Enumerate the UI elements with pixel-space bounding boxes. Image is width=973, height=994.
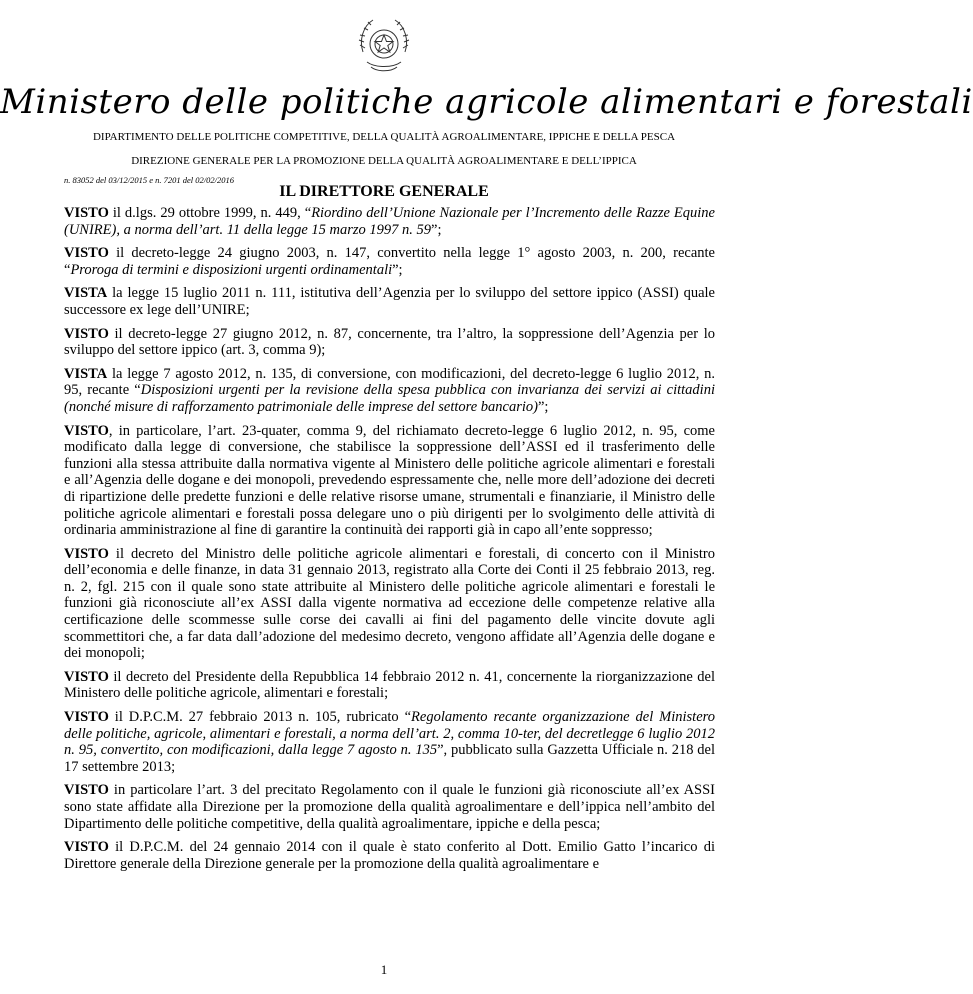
- document-title: IL DIRETTORE GENERALE: [279, 183, 489, 200]
- recital-paragraph: [64, 546, 715, 662]
- directorate-name: DIREZIONE GENERALE PER LA PROMOZIONE DELLA QUALITÀ AGROALIMENTARE E DELL’IPPICA: [131, 155, 637, 167]
- recital-text: la legge 15 luglio 2011 n. 111, istitutiva dell’Agenzia per lo sviluppo del settore ippico (ASSI) quale successore ex lege dell’UNIRE;: [64, 285, 715, 318]
- recital-paragraph: [64, 782, 715, 832]
- recital-paragraph: [64, 366, 715, 416]
- recital-lead: VISTO: [64, 668, 109, 685]
- recital-lead: VISTO: [64, 782, 109, 799]
- recital-quoted-title: Disposizioni urgenti per la revisione della spesa pubblica con invarianza dei servizi ai cittadini (nonché misure di rafforzamento patrimoniale delle imprese del settore bancario): [64, 382, 715, 415]
- recital-lead: VISTO: [64, 245, 109, 262]
- recital-paragraph: [64, 326, 715, 359]
- recital-lead: VISTO: [64, 839, 109, 856]
- recital-text: il D.P.C.M. del 24 gennaio 2014 con il quale è stato conferito al Dott. Emilio Gatto l’incarico di Direttore generale della Direzione generale per la promozione della qualità agroalimentare e: [64, 839, 715, 872]
- recital-lead: VISTO: [64, 422, 109, 439]
- recital-lead: VISTO: [64, 325, 109, 342]
- recital-quoted-title: Proroga di termini e disposizioni urgenti ordinamentali: [70, 261, 393, 278]
- recital-lead: VISTA: [64, 365, 108, 382]
- recital-lead: VISTA: [64, 285, 108, 302]
- recital-text: il decreto del Ministro delle politiche agricole alimentari e forestali, di concerto con il Ministro dell’economia e delle finanze, in data 31 gennaio 2013, registrato alla Corte dei Conti il 25 febbraio 2013, reg. n. 2, fgl. 215 con il quale sono state attribuite al Ministero delle politiche agricole alimentari e forestali le funzioni già riconosciute all’ex ASSI dalla vigente normativa ad eccezione delle competenze relative alla certificazione delle scommesse sulle corse dei cavalli ai fini del pagamento delle vincite dovute agli scommettitori che, a far data dall’adozione del medesimo decreto, vengono affidate all’Agenzia delle dogane e dei monopoli;: [64, 545, 715, 662]
- recital-paragraph: [64, 205, 715, 238]
- recital-text: il d.lgs. 29 ottobre 1999, n. 449, “: [108, 205, 312, 221]
- recital-quoted-title: Regolamento recante organizzazione del Ministero delle politiche, agricole, alimentari e forestali, a norma dell’art. 2, comma 10-ter, del decretlegge 6 luglio 2012 n. 95, convertito, con modificazioni, dalla legge 7 agosto n. 135: [64, 709, 715, 759]
- recital-text: ”;: [392, 261, 403, 278]
- recital-text: ”;: [538, 398, 549, 415]
- recital-text: la legge 7 agosto 2012, n. 135, di conversione, con modificazioni, del decreto-legge 6 luglio 2012, n. 95, recante “: [64, 365, 715, 399]
- recital-lead: VISTO: [64, 545, 109, 562]
- recital-text: il decreto del Presidente della Repubblica 14 febbraio 2012 n. 41, concernente la riorganizzazione del Ministero delle politiche agricole, alimentari e forestali;: [64, 668, 715, 702]
- recital-paragraph: [64, 709, 715, 775]
- recital-text: ”;: [431, 221, 442, 238]
- recital-quoted-title: Riordino dell’Unione Nazionale per l’Incremento delle Razze Equine (UNIRE), a norma dell’art. 11 della legge 15 marzo 1997 n. 59: [64, 205, 715, 238]
- recital-text: in particolare l’art. 3 del precitato Regolamento con il quale le funzioni già riconosciute all’ex ASSI sono state affidate alla Direzione per la promozione della qualità agroalimentare e dell’ippica nell’ambito del Dipartimento delle politiche competitive, della qualità agroalimentare, ippiche e della pesca;: [64, 782, 715, 832]
- document-body: [64, 205, 715, 879]
- recital-text: ”, pubblicato sulla Gazzetta Ufficiale n. 218 del 17 settembre 2013;: [64, 742, 715, 775]
- recital-text: il decreto-legge 27 giugno 2012, n. 87, concernente, tra l’altro, la soppressione dell’Agenzia per lo sviluppo del settore ippico (art. 3, comma 9);: [64, 325, 715, 359]
- recital-paragraph: [64, 839, 715, 872]
- department-name: DIPARTIMENTO DELLE POLITICHE COMPETITIVE, DELLA QUALITÀ AGROALIMENTARE, IPPICHE E DELLA PESCA: [92, 131, 676, 143]
- ministry-name: Ministero delle politiche agricole alimentari e forestali: [0, 82, 973, 122]
- italian-republic-emblem-icon: [355, 12, 413, 78]
- recital-paragraph: [64, 423, 715, 539]
- recital-paragraph: [64, 285, 715, 318]
- recital-paragraph: [64, 669, 715, 702]
- recital-lead: VISTO: [64, 205, 109, 221]
- protocol-reference: n. 83052 del 03/12/2015 e n. 7201 del 02/02/2016: [64, 175, 234, 185]
- recital-text: il D.P.C.M. 27 febbraio 2013 n. 105, rubricato “: [108, 709, 412, 726]
- recital-lead: VISTO: [64, 709, 109, 726]
- recital-text: il decreto-legge 24 giugno 2003, n. 147, convertito nella legge 1° agosto 2003, n. 200, recante “: [64, 245, 715, 278]
- page-number: 1: [380, 962, 388, 977]
- recital-paragraph: [64, 245, 715, 278]
- recital-text: , in particolare, l’art. 23-quater, comma 9, del richiamato decreto-legge 6 luglio 2012, n. 95, come modificato dalla legge di conversione, che stabilisce la soppressione dell’ASSI ed il trasferimento delle funzioni alla stessa attribuite dalla normativa vigente al Ministero delle politiche agricole alimentari e forestali e all’Agenzia delle dogane e dei monopoli, prevedendo espressamente che, nelle more dell’adozione dei decreti di ripartizione delle predette funzioni e delle relative risorse umane, strumentali e finanziarie, il Ministro delle politiche agricole alimentari e forestali possa delegare uno o più dirigenti per lo svolgimento delle attività di ordinaria amministrazione al fine di garantire la continuità dei rapporti già in capo all’ente soppresso;: [64, 422, 715, 539]
